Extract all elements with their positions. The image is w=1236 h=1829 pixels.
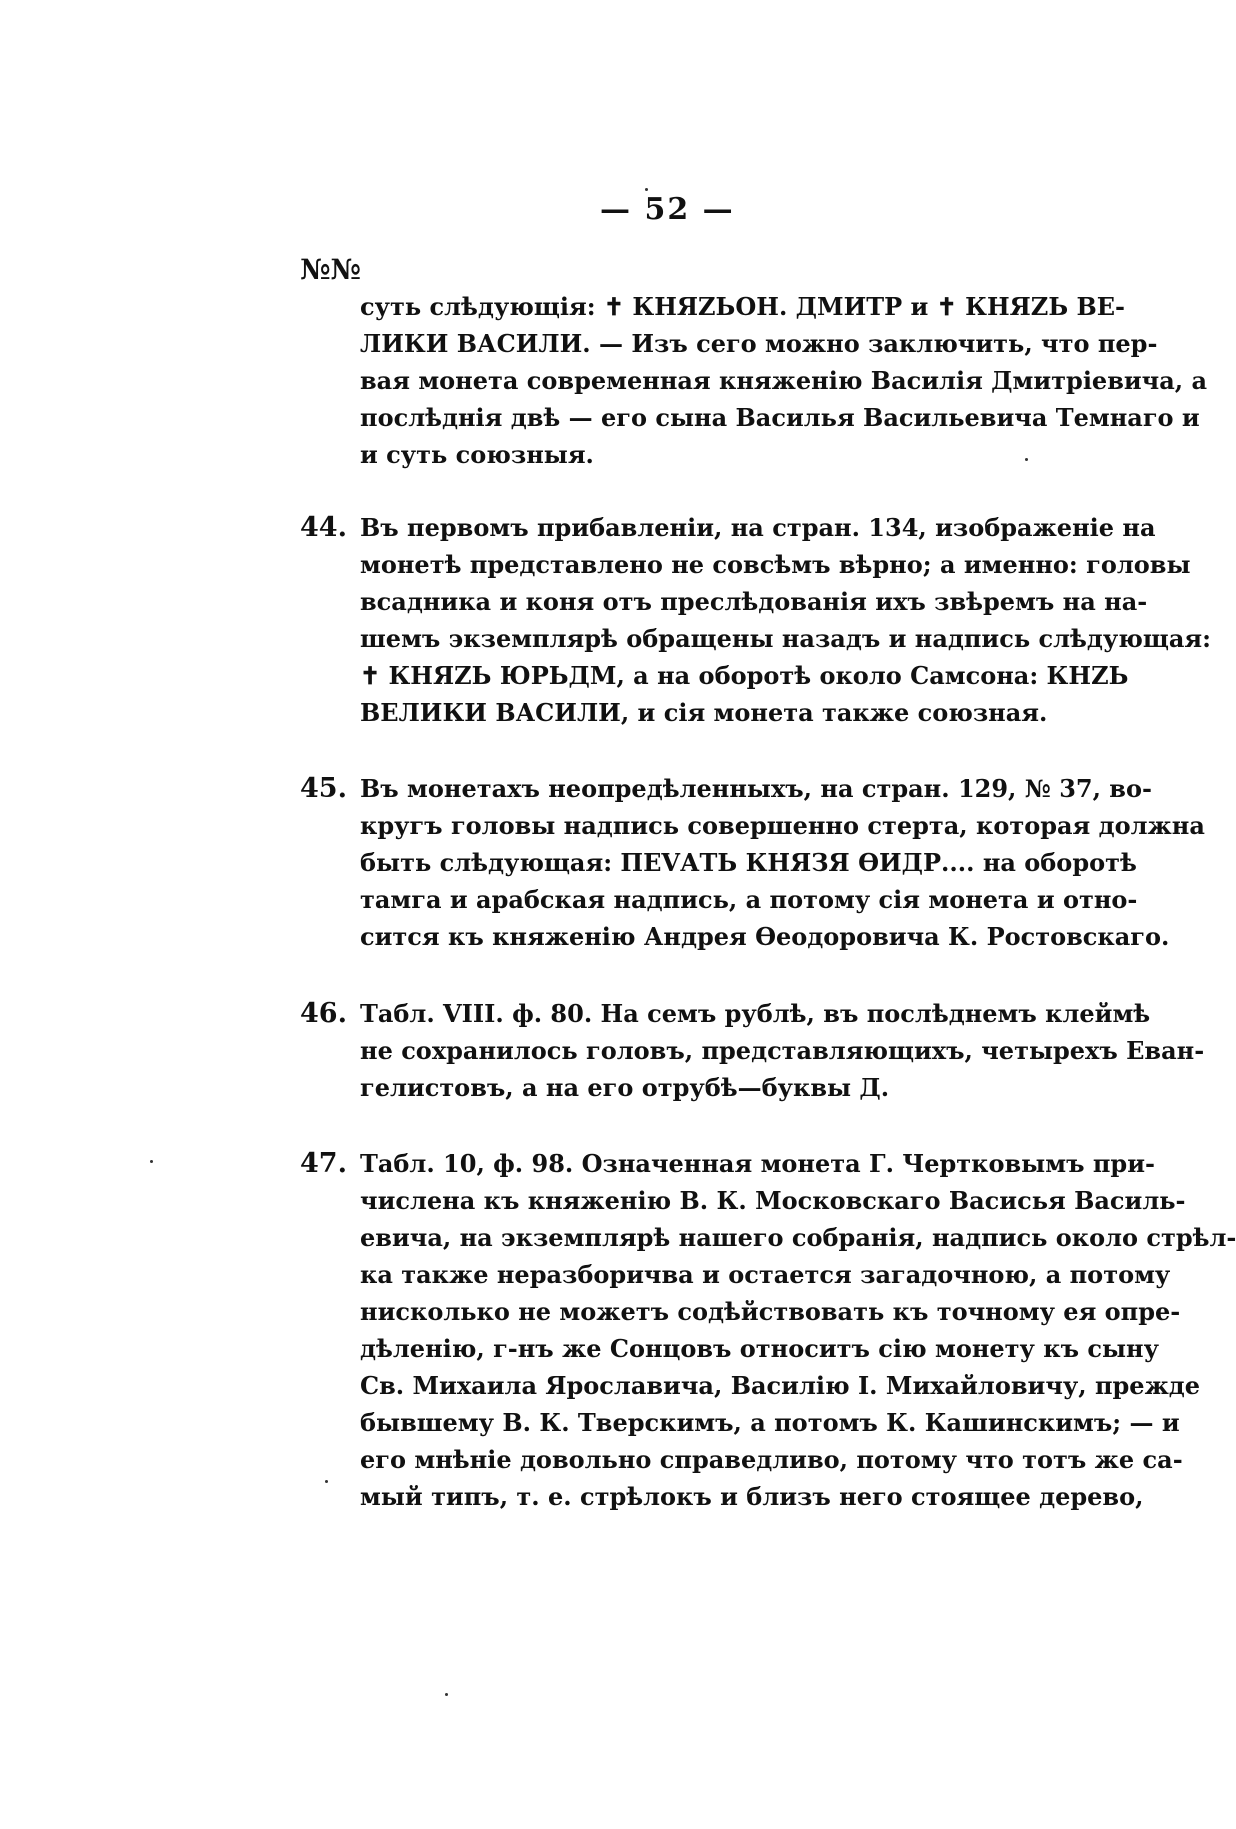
scan-speck bbox=[445, 1693, 448, 1696]
entry-number: 45. bbox=[300, 773, 347, 804]
text-line: Въ первомъ прибавленіи, на стран. 134, изображеніе на bbox=[360, 513, 1156, 542]
entry-number: 44. bbox=[300, 512, 347, 543]
text-line: гелистовъ, а на его отрубѣ—буквы Д. bbox=[360, 1073, 890, 1102]
text-line: ✝ КНЯZЬ ЮРЬДМ, а на оборотѣ около Самсона: КНZЬ bbox=[360, 661, 1129, 690]
text-line: шемъ экземплярѣ обращены назадъ и надпись слѣдующая: bbox=[360, 624, 1211, 653]
scan-speck bbox=[150, 1160, 153, 1163]
text-line: нисколько не можетъ содѣйствовать къ точному ея опре- bbox=[360, 1297, 1181, 1326]
text-line: монетѣ представлено не совсѣмъ вѣрно; а именно: головы bbox=[360, 550, 1191, 579]
scan-speck bbox=[325, 1480, 328, 1483]
text-line: дѣленію, г-нъ же Сонцовъ относитъ сію монету къ сыну bbox=[360, 1334, 1159, 1363]
continuation-paragraph bbox=[300, 288, 1208, 473]
text-line: сится къ княженію Андрея Ѳеодоровича К. Ростовскаго. bbox=[360, 922, 1170, 951]
text-line: вая монета современная княженію Василія Дмитріевича, а bbox=[360, 366, 1208, 395]
scan-speck bbox=[645, 188, 648, 191]
text-line: Въ монетахъ неопредѣленныхъ, на стран. 129, № 37, во- bbox=[360, 774, 1152, 803]
text-line: тамга и арабская надпись, а потому сія монета и отно- bbox=[360, 885, 1138, 914]
text-line: евича, на экземплярѣ нашего собранія, надпись около стрѣл- bbox=[360, 1223, 1236, 1252]
text-line: быть слѣдующая: ПЕVАТЬ КНЯЗЯ ѲИДР.... на оборотѣ bbox=[360, 848, 1137, 877]
entry-47 bbox=[300, 1145, 1236, 1515]
text-line: его мнѣніе довольно справедливо, потому что тотъ же са- bbox=[360, 1445, 1183, 1474]
text-line: Табл. VIII. ф. 80. На семъ рублѣ, въ послѣднемъ клеймѣ bbox=[360, 999, 1151, 1028]
text-line: ЛИКИ ВАСИЛИ. — Изъ сего можно заключить, что пер- bbox=[360, 329, 1158, 358]
text-line: и суть союзныя. bbox=[360, 440, 594, 469]
text-line: мый типъ, т. е. стрѣлокъ и близъ него стоящее дерево, bbox=[360, 1482, 1144, 1511]
text-line: ка также неразборичва и остается загадочною, а потому bbox=[360, 1260, 1171, 1289]
entry-46 bbox=[300, 995, 1205, 1106]
text-line: бывшему В. К. Тверскимъ, а потомъ К. Кашинскимъ; — и bbox=[360, 1408, 1180, 1437]
text-line: послѣднія двѣ — его сына Василья Васильевича Темнаго и bbox=[360, 403, 1200, 432]
text-line: Св. Михаила Ярославича, Василію І. Михайловичу, прежде bbox=[360, 1371, 1201, 1400]
text-line: суть слѣдующія: ✝ КНЯZЬОН. ДМИТР и ✝ КНЯZЬ ВЕ- bbox=[360, 292, 1126, 321]
text-line: ВЕЛИКИ ВАСИЛИ, и сія монета также союзная. bbox=[360, 698, 1048, 727]
entry-44 bbox=[300, 509, 1211, 731]
numbers-mark: №№ bbox=[300, 253, 361, 286]
text-line: Табл. 10, ф. 98. Означенная монета Г. Чертковымъ при- bbox=[360, 1149, 1155, 1178]
entry-number: 46. bbox=[300, 998, 347, 1029]
text-line: всадника и коня отъ преслѣдованія ихъ звѣремъ на на- bbox=[360, 587, 1148, 616]
scan-speck bbox=[1025, 458, 1028, 461]
text-line: не сохранилось головъ, представляющихъ, четырехъ Еван- bbox=[360, 1036, 1205, 1065]
entry-45 bbox=[300, 770, 1205, 955]
entry-number: 47. bbox=[300, 1148, 347, 1179]
page-number: — 52 — bbox=[600, 192, 735, 227]
text-line: кругъ головы надпись совершенно стерта, которая должна bbox=[360, 811, 1205, 840]
text-line: числена къ княженію В. К. Московскаго Васисья Василь- bbox=[360, 1186, 1186, 1215]
